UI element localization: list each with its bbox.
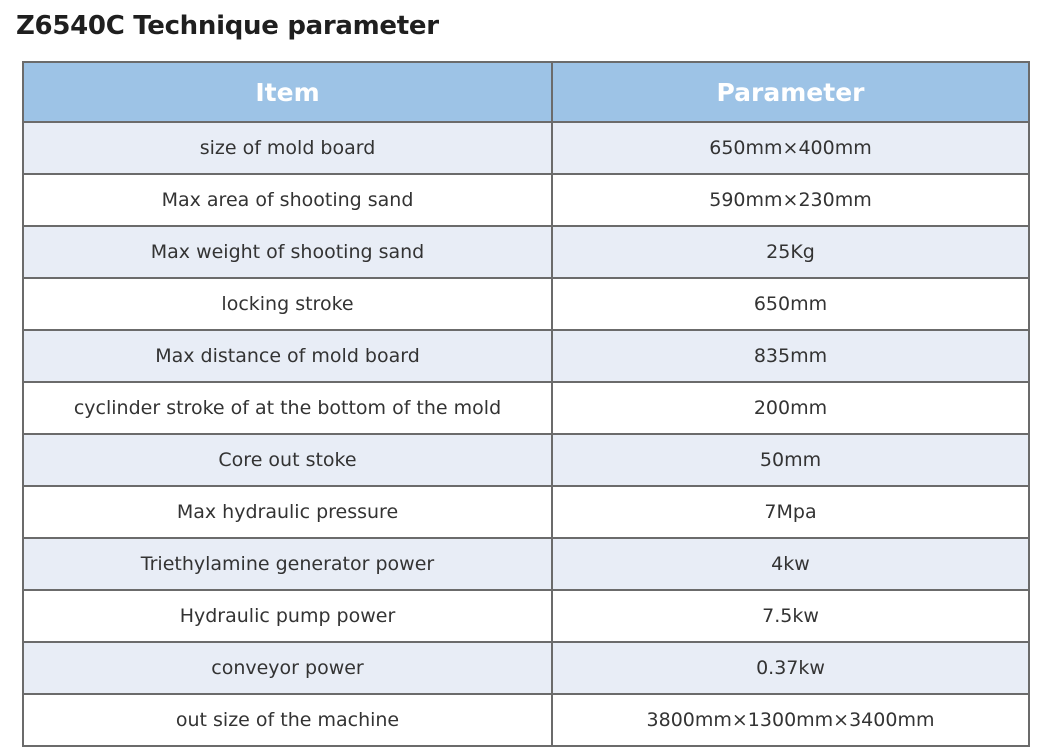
header-parameter: Parameter bbox=[552, 62, 1029, 122]
table-row bbox=[23, 174, 1029, 226]
parameter-cell: 25Kg bbox=[552, 226, 1029, 278]
item-cell: cyclinder stroke of at the bottom of the mold bbox=[23, 382, 552, 434]
item-cell: locking stroke bbox=[23, 278, 552, 330]
table-row bbox=[23, 226, 1029, 278]
item-cell: Max area of shooting sand bbox=[23, 174, 552, 226]
parameter-cell: 0.37kw bbox=[552, 642, 1029, 694]
parameter-cell: 590mm×230mm bbox=[552, 174, 1029, 226]
parameter-table bbox=[22, 61, 1030, 747]
page-title: Z6540C Technique parameter bbox=[16, 11, 439, 41]
parameter-cell: 7.5kw bbox=[552, 590, 1029, 642]
table-row bbox=[23, 278, 1029, 330]
parameter-cell: 650mm×400mm bbox=[552, 122, 1029, 174]
table-row bbox=[23, 382, 1029, 434]
item-cell: Hydraulic pump power bbox=[23, 590, 552, 642]
item-cell: Max hydraulic pressure bbox=[23, 486, 552, 538]
item-cell: Max distance of mold board bbox=[23, 330, 552, 382]
table-row bbox=[23, 330, 1029, 382]
parameter-cell: 4kw bbox=[552, 538, 1029, 590]
parameter-cell: 650mm bbox=[552, 278, 1029, 330]
table-row bbox=[23, 434, 1029, 486]
item-cell: Core out stoke bbox=[23, 434, 552, 486]
item-cell: Triethylamine generator power bbox=[23, 538, 552, 590]
item-cell: out size of the machine bbox=[23, 694, 552, 746]
table-row bbox=[23, 642, 1029, 694]
table-header-row bbox=[23, 62, 1029, 122]
parameter-cell: 200mm bbox=[552, 382, 1029, 434]
parameter-cell: 50mm bbox=[552, 434, 1029, 486]
item-cell: conveyor power bbox=[23, 642, 552, 694]
table-row bbox=[23, 538, 1029, 590]
parameter-cell: 835mm bbox=[552, 330, 1029, 382]
table-row bbox=[23, 486, 1029, 538]
table-row bbox=[23, 590, 1029, 642]
parameter-cell: 7Mpa bbox=[552, 486, 1029, 538]
item-cell: Max weight of shooting sand bbox=[23, 226, 552, 278]
table-row bbox=[23, 122, 1029, 174]
header-item: Item bbox=[23, 62, 552, 122]
item-cell: size of mold board bbox=[23, 122, 552, 174]
parameter-cell: 3800mm×1300mm×3400mm bbox=[552, 694, 1029, 746]
table-row bbox=[23, 694, 1029, 746]
